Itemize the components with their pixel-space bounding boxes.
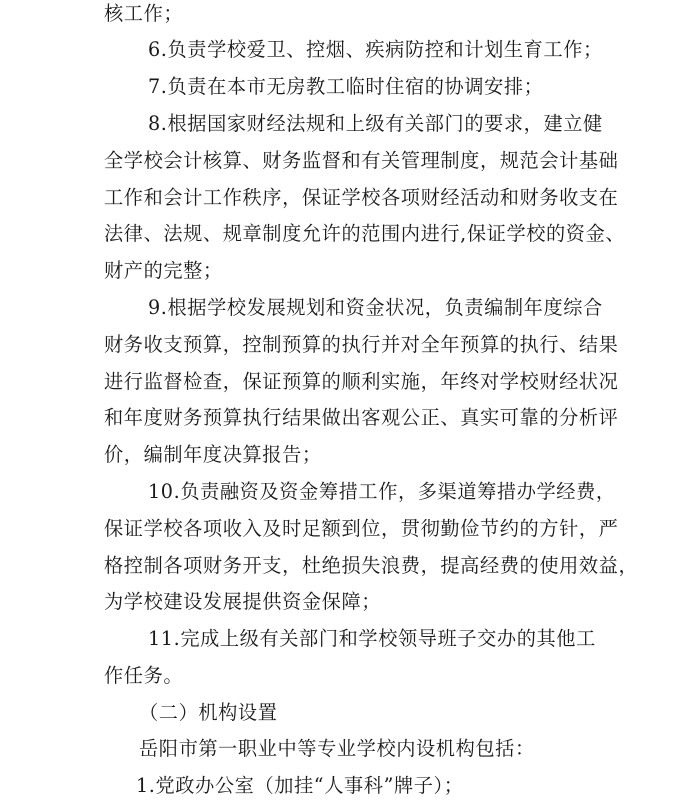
- paragraph-line: 8.根据国家财经法规和上级有关部门的要求，建立健: [148, 112, 603, 135]
- paragraph-line: 11.完成上级有关部门和学校领导班子交办的其他工: [148, 627, 596, 650]
- paragraph-line: 9.根据学校发展规划和资金状况，负责编制年度综合: [148, 296, 603, 319]
- paragraph-line: 为学校建设发展提供资金保障；: [104, 590, 382, 613]
- paragraph-line: 7.负责在本市无房教工临时住宿的协调安排；: [148, 75, 544, 98]
- paragraph-line: 核工作；: [104, 2, 184, 25]
- paragraph-line: 工作和会计工作秩序，保证学校各项财经活动和财务收支在: [104, 186, 619, 209]
- paragraph-line: 进行监督检查，保证预算的顺利实施，年终对学校财经状况: [104, 370, 619, 393]
- paragraph-line: 保证学校各项收入及时足额到位，贯彻勤俭节约的方针，严: [104, 517, 619, 540]
- paragraph-line: 作任务。: [104, 664, 184, 687]
- paragraph-line: 财务收支预算，控制预算的执行并对全年预算的执行、结果: [104, 333, 619, 356]
- intro-text: 岳阳市第一职业中等专业学校内设机构包括：: [139, 737, 535, 760]
- paragraph-line: 财产的完整；: [104, 259, 223, 282]
- paragraph-line: 价，编制年度决算报告；: [104, 443, 322, 466]
- paragraph-line: 法律、法规、规章制度允许的范围内进行,保证学校的资金、: [104, 222, 626, 245]
- paragraph-line: 和年度财务预算执行结果做出客观公正、真实可靠的分析评: [104, 406, 619, 429]
- paragraph-line: 10.负责融资及资金筹措工作，多渠道筹措办学经费，: [148, 480, 616, 503]
- paragraph-line: 格控制各项财务开支，杜绝损失浪费，提高经费的使用效益，: [104, 554, 639, 577]
- section-heading: （二）机构设置: [139, 701, 278, 724]
- paragraph-line: 全学校会计核算、财务监督和有关管理制度，规范会计基础: [104, 149, 619, 172]
- paragraph-line: 6.负责学校爱卫、控烟、疾病防控和计划生育工作；: [148, 38, 603, 61]
- list-item: 1.党政办公室（加挂“人事科”牌子）；: [136, 774, 464, 797]
